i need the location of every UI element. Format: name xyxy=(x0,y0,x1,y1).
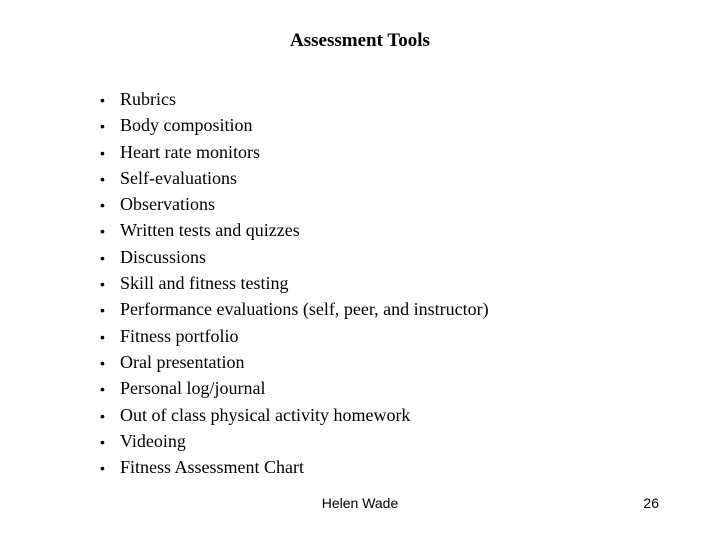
bullet-icon: • xyxy=(100,381,105,398)
bullet-icon: • xyxy=(100,92,105,108)
bullet-text: Fitness Assessment Chart xyxy=(120,457,305,478)
bullet-icon: • xyxy=(100,223,105,240)
bullet-icon: • xyxy=(100,249,105,266)
bullet-item xyxy=(100,323,489,349)
bullet-text: Rubrics xyxy=(120,89,176,109)
bullet-item xyxy=(100,112,489,138)
bullet-list xyxy=(100,86,489,480)
bullet-item xyxy=(100,86,489,112)
bullet-icon: • xyxy=(100,118,105,135)
bullet-icon: • xyxy=(100,407,105,424)
bullet-text: Heart rate monitors xyxy=(120,141,260,162)
bullet-icon: • xyxy=(100,354,105,371)
bullet-item xyxy=(100,217,489,243)
bullet-icon: • xyxy=(100,328,105,345)
bullet-text: Fitness portfolio xyxy=(120,325,239,346)
bullet-text: Self-evaluations xyxy=(120,167,237,188)
bullet-item xyxy=(100,402,489,428)
bullet-icon: • xyxy=(100,433,105,450)
bullet-item xyxy=(100,375,489,401)
bullet-text: Oral presentation xyxy=(120,351,245,372)
bullet-item xyxy=(100,454,489,480)
page-number: 26 xyxy=(643,495,659,511)
bullet-icon: • xyxy=(100,460,105,477)
bullet-icon: • xyxy=(100,144,105,161)
bullet-icon: • xyxy=(100,197,105,214)
bullet-text: Out of class physical activity homework xyxy=(120,404,411,425)
bullet-item xyxy=(100,191,489,217)
bullet-text: Written tests and quizzes xyxy=(120,220,300,241)
footer-author: Helen Wade xyxy=(321,495,399,511)
slide-title: Assessment Tools xyxy=(290,30,430,51)
bullet-text: Skill and fitness testing xyxy=(120,273,289,294)
bullet-icon: • xyxy=(100,302,105,319)
bullet-item xyxy=(100,428,489,454)
bullet-item xyxy=(100,165,489,191)
bullet-text: Observations xyxy=(120,194,215,215)
bullet-text: Personal log/journal xyxy=(120,378,266,399)
bullet-item xyxy=(100,244,489,270)
bullet-icon: • xyxy=(100,276,105,293)
bullet-icon: • xyxy=(100,170,105,187)
bullet-text: Body composition xyxy=(120,115,253,136)
bullet-item xyxy=(100,349,489,375)
bullet-item xyxy=(100,296,489,322)
bullet-text: Performance evaluations (self, peer, and instructor) xyxy=(120,299,489,320)
bullet-text: Videoing xyxy=(120,430,186,451)
bullet-text: Discussions xyxy=(120,246,207,267)
bullet-item xyxy=(100,139,489,165)
bullet-item xyxy=(100,270,489,296)
